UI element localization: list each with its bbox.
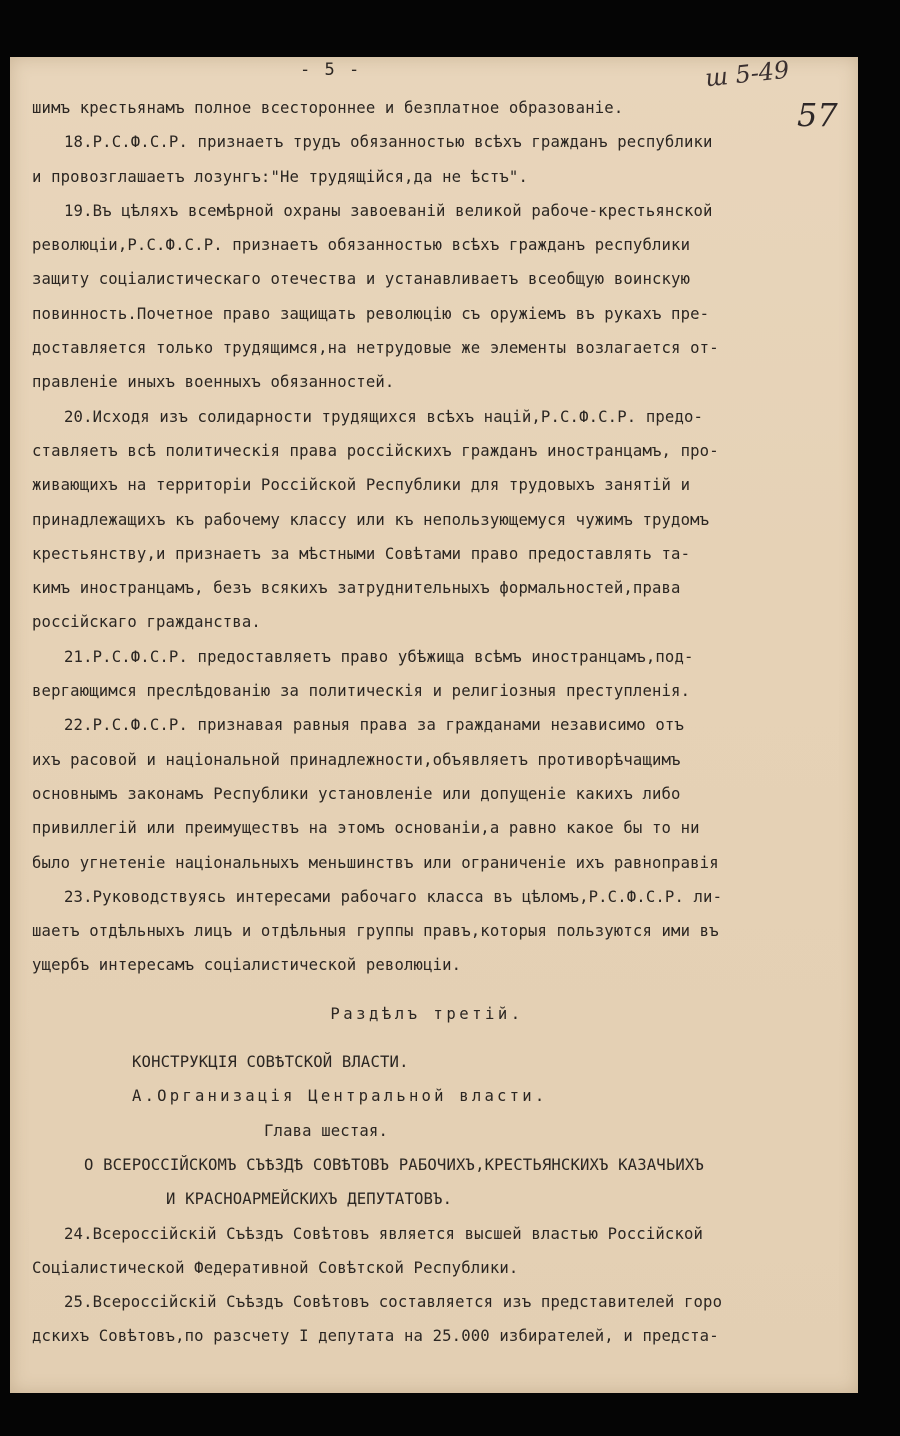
article-20: 20.Исходя изъ солидарности трудящихся всѣхъ націй,Р.С.Ф.С.Р. предо- <box>64 407 704 426</box>
congress-heading-line-2: И КРАСНОАРМЕЙСКИХЪ ДЕПУТАТОВЪ. <box>166 1190 453 1209</box>
document-body <box>32 65 822 1354</box>
text-line: шаетъ отдѣльныхъ лицъ и отдѣльныя группы правъ,которыя пользуются ими въ <box>32 922 719 941</box>
text-line: кимъ иностранцамъ, безъ всякихъ затруднительныхъ формальностей,права <box>32 579 681 598</box>
construction-heading: КОНСТРУКЦІЯ СОВѢТСКОЙ ВЛАСТИ. <box>132 1053 409 1072</box>
spacer <box>32 1031 822 1045</box>
handwritten-archive-mark: ш 5-49 <box>703 55 791 93</box>
text-line: привиллегій или преимуществъ на этомъ основаніи,а равно какое бы то ни <box>32 819 700 838</box>
article-24: 24.Всероссійскій Съѣздъ Совѣтовъ является высшей властью Россійской <box>64 1224 704 1243</box>
document-page <box>10 57 858 1393</box>
text-line: ущербъ интересамъ соціалистической революціи. <box>32 956 462 975</box>
organization-heading: А.Организація Центральной власти. <box>132 1087 548 1106</box>
text-line: крестьянству,и признаетъ за мѣстными Совѣтами право предоставлять та- <box>32 544 691 563</box>
article-19: 19.Въ цѣляхъ всемѣрной охраны завоеванiй великой рабоче-крестьянской <box>64 201 713 220</box>
text-line: и провозглашаетъ лозунгъ:"Не трудящійся,да не ѣстъ". <box>32 167 528 186</box>
text-line: правленіе иныхъ военныхъ обязанностей. <box>32 373 395 392</box>
section-title: Раздѣлъ третій. <box>330 1004 524 1023</box>
article-25: 25.Всероссійскій Съѣздъ Совѣтовъ составляется изъ представителей горо <box>64 1293 723 1312</box>
text-line: ихъ расовой и національной принадлежности,объявляетъ противорѣчащимъ <box>32 750 681 769</box>
chapter-heading: Глава шестая. <box>264 1121 388 1140</box>
text-line: живающихъ на территоріи Россійской Республики для трудовыхъ занятій и <box>32 476 691 495</box>
text-line: основнымъ законамъ Республики установленіе или допущеніе какихъ либо <box>32 784 681 803</box>
text-line: ставляетъ всѣ политическія права россійскихъ гражданъ иностранцамъ, про- <box>32 441 719 460</box>
congress-heading-line-1: О ВСЕРОССІЙСКОМЪ СЪѢЗДѢ СОВѢТОВЪ РАБОЧИХЪ,КРЕСТЬЯНСКИХЪ КАЗАЧЬИХЪ <box>84 1155 704 1174</box>
text-line: было угнетеніе національныхъ меньшинствъ или ограниченіе ихъ равноправія <box>32 853 719 872</box>
article-18: 18.Р.С.Ф.С.Р. признаетъ трудъ обязанностью всѣхъ гражданъ республики <box>64 133 713 152</box>
spacer <box>32 983 822 997</box>
text-line: шимъ крестьянамъ полное всестороннее и безплатное образованіе. <box>32 99 624 117</box>
text-line: россійскаго гражданства. <box>32 613 261 632</box>
text-line: защиту соціалистическаго отечества и устанавливаетъ всеобщую воинскую <box>32 270 691 289</box>
text-line: повинность.Почетное право защищать революцію съ оружіемъ въ рукахъ пре- <box>32 304 710 323</box>
text-line: революціи,Р.С.Ф.С.Р. признаетъ обязанностью всѣхъ гражданъ республики <box>32 236 691 255</box>
text-line: дскихъ Совѣтовъ,по разсчету I депутата на 25.000 избирателей, и предста- <box>32 1327 719 1346</box>
text-line: принадлежащихъ къ рабочему классу или къ непользующемуся чужимъ трудомъ <box>32 510 710 529</box>
handwritten-folio-number: 57 <box>797 96 838 134</box>
page-number: - 5 - <box>300 60 362 80</box>
text-line: Соціалистической Федеративной Совѣтской Республики. <box>32 1258 519 1277</box>
article-21: 21.Р.С.Ф.С.Р. предоставляетъ право убѣжища всѣмъ иностранцамъ,под- <box>64 647 694 666</box>
article-22: 22.Р.С.Ф.С.Р. признавая равныя права за гражданами независимо отъ <box>64 716 684 735</box>
text-line: доставляется только трудящимся,на нетрудовые же элементы возлагается от- <box>32 339 719 358</box>
article-23: 23.Руководствуясь интересами рабочаго класса въ цѣломъ,Р.С.Ф.С.Р. ли- <box>64 887 723 906</box>
text-line: вергающимся преслѣдованію за политическія и религіозныя преступленія. <box>32 682 691 701</box>
